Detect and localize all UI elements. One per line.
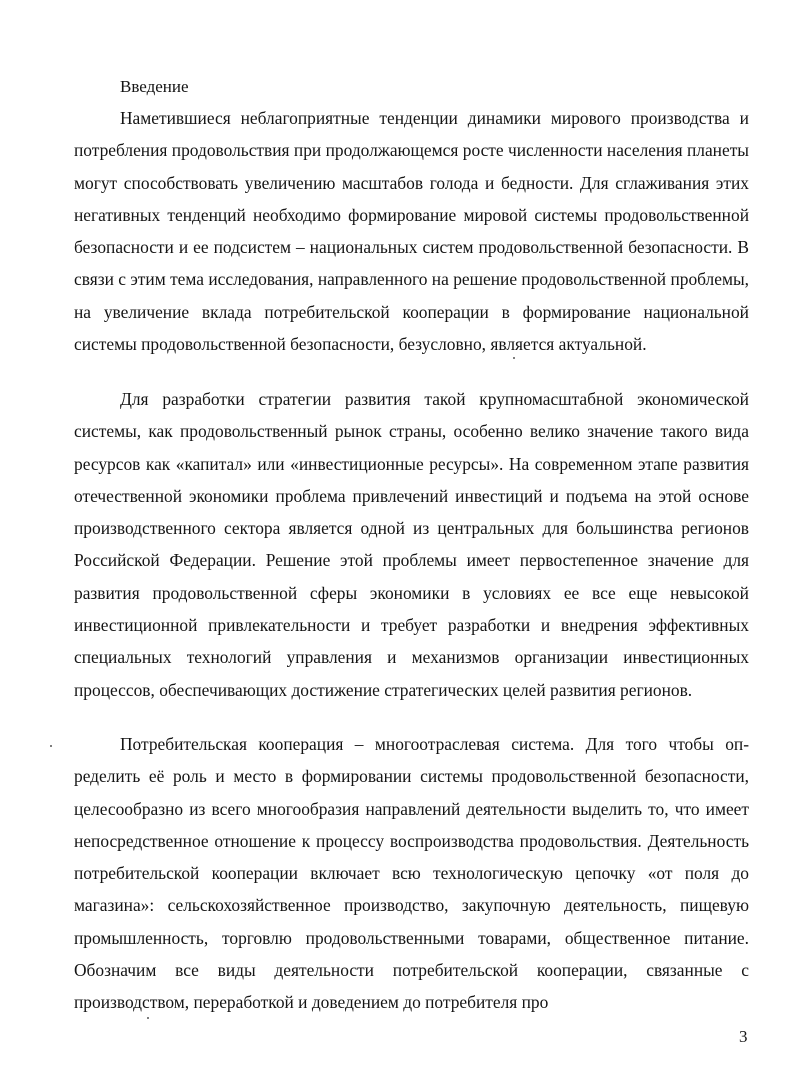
paragraph-investment: Для разработки стратегии развития такой крупномасштабной экономической системы, как продовольственный рынок страны, особенно велико значение такого вида ресурсов как «капитал» или «инвестиционные ресурсы». На современном этапе развития отечественной экономики проблема привлечений инвестиций и подъема на этой основе производственного сектора является одной из центральных для большинства регионов Российской Федерации. Решение этой проблемы имеет первостепенное значение для развития продовольственной сферы экономики в условиях ее все еще невысокой инвестиционной привлекательности и требует разработки и внедрения эффективных специальных технологий управления и механизмов организации инвестиционных процессов, обеспечивающих достижение стратегических целей развития регионов. [74,389,749,700]
scan-speck [513,357,515,359]
scan-speck [50,745,52,747]
paragraph-intro: Наметившиеся неблагоприятные тенденции динамики мирового производства и потребления продовольствия при продолжающемся росте численности населения планеты могут способствовать увеличению масштабов голода и бедности. Для сглаживания этих негативных тенденций необходимо формирование мировой системы продовольственной безопасности и ее подсистем – национальных систем продовольственной безопасности. В связи с этим тема исследования, направленного на решение продовольственной проблемы, на увеличение вклада потребительской кооперации в формирование национальной системы продовольственной безопасности, безусловно, является актуальной. [74,108,749,355]
paragraph-cooperation: Потребительская кооперация – многоотраслевая система. Для того чтобы определить её роль и место в формировании системы продовольственной безопасности, целесообразно из всего многообразия направлений деятельности выделить то, что имеет непосредственное отношение к процессу воспроизводства продовольствия. Деятельность потребительской кооперации включает всю технологическую цепочку «от поля до магазина»: сельскохозяйственное производство, закупочную деятельность, пищевую промышленность, торговлю продовольственными товарами, общественное питание. Обозначим все виды деятельности потребительской кооперации, связанные с производством, переработкой и доведением до потребителя про [74,734,749,1013]
section-heading: Введение [120,77,189,96]
page-number: 3 [739,1027,748,1046]
scan-speck [147,1017,149,1019]
